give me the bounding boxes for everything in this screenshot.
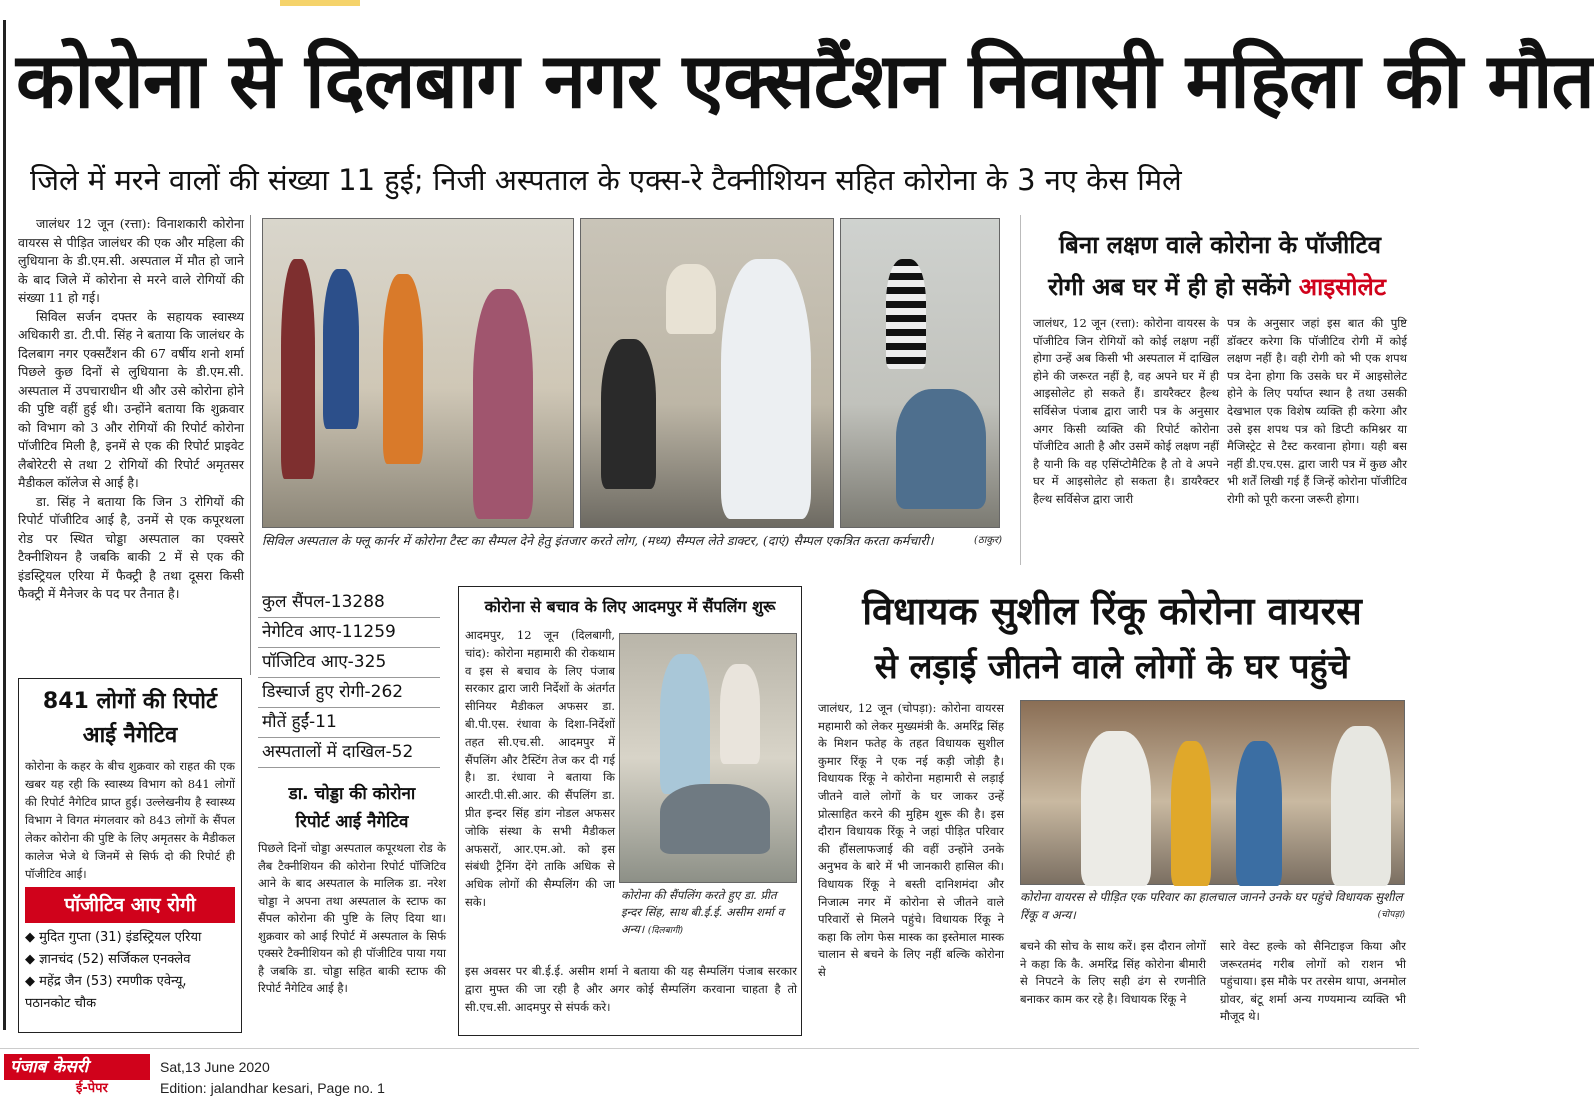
positive-item: ◆ महेंद्र जैन (53) रमणीक एवेन्यू, पठानकोट चौक [25, 974, 187, 1011]
negative-headline-2: आई नैगेटिव [82, 723, 178, 748]
adampur-caption [621, 887, 797, 959]
asymptomatic-box [1020, 215, 1412, 565]
person-figure [473, 289, 533, 519]
doctor-figure [721, 259, 811, 519]
photo-credit: (ठाकुर) [974, 535, 1002, 546]
chodda-headline-1: डा. चोड्डा की कोरोना [288, 784, 416, 804]
adampur-bottom: इस अवसर पर बी.ई.ई. असीम शर्मा ने बताया की यह सैम्पलिंग पंजाब सरकार द्वारा मुफ्त की जा रही है और अगर कोई सैम्पलिंग करवाना चाहता है तो सी.एच.सी. आदमपुर से संपर्क करे। [465, 964, 797, 1014]
asymptomatic-headline-2 [1027, 269, 1407, 305]
asymptomatic-headline-prefix: रोगी अब घर में ही हो सकेंगे [1048, 273, 1291, 301]
photo-caption-text: सिविल अस्पताल के फ्लू कार्नर में कोरोना टैस्ट का सैम्पल देने हेतु इंतजार करते लोग, (मध्य) सैम्पल लेते डाक्टर, (दाएं) सैम्पल एकत्रित करता कर्मचारी। [262, 533, 934, 548]
lead-story [18, 215, 244, 675]
footer-logo-sub: ई-पेपर [76, 1081, 108, 1096]
person-figure [1236, 741, 1282, 886]
adampur-headline: कोरोना से बचाव के लिए आदमपुर में सैंपलिंग शुरू [484, 597, 776, 616]
stat-admitted: अस्पतालों में दाखिल-52 [258, 738, 440, 768]
footer-date: Sat,13 June 2020 [160, 1059, 270, 1075]
negative-headline-1: 841 लोगों की रिपोर्ट [42, 689, 218, 714]
footer-edition: Edition: jalandhar kesari, Page no. 1 [160, 1080, 385, 1096]
person-figure [1171, 741, 1211, 886]
person-figure [383, 274, 423, 464]
positive-item: ◆ ज्ञानचंद (52) सर्जिकल एनक्लेव [25, 952, 191, 967]
footer-divider [0, 1048, 1419, 1049]
patient-figure [601, 339, 656, 489]
photo-doctor-sampling [580, 218, 834, 528]
chodda-headline-2: रिपोर्ट आई नैगेटिव [295, 812, 409, 832]
rinku-caption-text: कोरोना वायरस से पीड़ित एक परिवार का हालचाल जानने उनके घर पहुंचे विधायक सुशील रिंकू व अन्य। [1020, 890, 1403, 922]
positive-item-text: महेंद्र जैन (53) रमणीक एवेन्यू, पठानकोट चौक [25, 974, 187, 1011]
lead-paragraph: जालंधर 12 जून (रत्ता): विनाशकारी कोरोना वायरस से पीड़ित जालंधर की एक और महिला की लुधियाना के डी.एम.सी. अस्पताल में मौत हो जाने के बाद जिले में कोरोना से मरने वाले रोगियों की संख्या 11 हो गई। [18, 216, 244, 305]
asymptomatic-col1: जालंधर, 12 जून (रत्ता): कोरोना वायरस के पॉजीटिव जिन रोगियों को कोई लक्षण नहीं होगा उन्हें अब किसी भी अस्पताल में दाखिल होने की जरूरत नहीं है, वह अपने घर में ही आइसोलेट हो सकते हैं। डायरैक्टर हैल्थ सर्विसेज पंजाब द्वारा जारी पत्र के अनुसार अगर किसी व्यक्ति की रिपोर्ट कोरोना पॉजीटिव आती है और उसमें कोई लक्षण नहीं है यानी कि वह एसिंप्टोमैटिक है तो वे अपने घर में आइसोलेट हो सकता है। डायरैक्टर हैल्थ सर्विसेज द्वारा जारी [1033, 316, 1219, 506]
negative-story [18, 678, 242, 1033]
asymptomatic-headline-highlight: आइसोलेट [1298, 273, 1386, 301]
rinku-col2: बचने की सोच के साथ करें। इस दौरान लोगों ने कहा कि कै. अमरिंद्र सिंह कोरोना बीमारी से निपटने के लिए सही ढंग से रणनीति बनाकर काम कर रहे है। विधायक रिंकू ने [1020, 939, 1206, 1006]
top-strip [0, 0, 1419, 6]
stat-deaths: मौतें हुईं-11 [258, 708, 440, 738]
positive-box [25, 887, 235, 1015]
positive-item-text: मुदित गुप्ता (31) इंडस्ट्रियल एरिया [39, 930, 202, 945]
person-figure [660, 784, 770, 854]
main-headline: कोरोना से दिलबाग नगर एक्सटैंशन निवासी महिला की मौत [16, 36, 1594, 125]
person-figure [281, 259, 315, 479]
adampur-col1: आदमपुर, 12 जून (दिलबागी, चांद): कोरोना महामारी की रोकथाम व इस से बचाव के लिए पंजाब सरकार द्वारा जारी निर्देशों के अंतर्गत सीनियर मैडीकल अफसर डा. बी.पी.एस. रंधावा के दिशा-निर्देशों तहत सी.एच.सी. आदमपुर में सैंपलिंग और टैस्टिंग तेज कर दी गई है। डा. रंधावा ने बताया कि आरटी.पी.सी.आर. की सैंपलिंग डा. प्रीत इन्दर सिंह डांग नोडल अफसर जोकि संस्था के सभी मैडीकल अफसरों, आर.एम.ओ. को इस संबंधी ट्रैनिंग देंगे ताकि अधिक से अधिक लोगों की सैम्पलिंग की जा सके। [465, 628, 615, 909]
column-rule [250, 215, 251, 675]
person-figure [720, 664, 760, 764]
negative-text: कोरोना के कहर के बीच शुक्रवार को राहत की एक खबर यह रही कि स्वास्थ्य विभाग को 841 लोगों की रिपोर्ट नैगेटिव प्राप्त हुई। उल्लेखनीय है स्वास्थ्य विभाग ने विगत मंगलवार को 843 लोगों के सैंपल लेकर कोरोना की पुष्टि के लिए अमृतसर के मैडीकल कालेज भेजे थे जिनमें से सिर्फ दो की रिपोर्ट ही पॉजीटिव आई। [25, 759, 235, 881]
person-figure [323, 269, 359, 429]
rinku-photo [1020, 700, 1405, 885]
asymptomatic-headline-1: बिना लक्षण वाले कोरोना के पॉजीटिव [1058, 231, 1382, 259]
person-figure [1331, 726, 1391, 886]
asymptomatic-col2: पत्र के अनुसार जहां इस बात की पुष्टि डॉक्टर करेगा कि पॉजीटिव रोगी में कोई लक्षण नहीं है। वही रोगी को भी एक शपथ पत्र देना होगा कि उसके घर में आइसोलेट होने के लिए पर्याप्त स्थान है तथा उसकी देखभाल एक विशेष व्यक्ति ही करेगा और उसे इस शपथ पत्र को डिप्टी कमिश्नर या मैजिस्ट्रेट से टैस्ट करवाना होगा। यही बस नहीं डी.एच.एस. द्वारा जारी पत्र में कुछ और भी शर्तें लिखी गई हैं जिन्हें कोरोना पॉजीटिव रोगी को पूरी करना जरूरी होगा। [1227, 316, 1407, 506]
positive-box-title: पॉजीटिव आए रोगी [25, 887, 235, 923]
adampur-caption-text: कोरोना की सैंपलिंग करते हुए डा. प्रीत इन्दर सिंह, साथ बी.ई.ई. असीम शर्मा व अन्य। [621, 888, 784, 936]
photo-caption [262, 532, 1002, 572]
chodda-text: पिछले दिनों चोड्डा अस्पताल कपूरथला रोड के लैब टैक्नीशियन की कोरोना रिपोर्ट पॉजिटिव आने के बाद अस्पताल के मालिक डा. नरेश चोड्डा ने अपना तथा अस्पताल के स्टाफ का सैंपल कोरोना की पुष्टि के लिए दिया था। शुक्रवार को आई रिपोर्ट में अस्पताल के सिर्फ एक्सरे टैक्नीशियन को ही पॉजीटिव पाया गया है जबकि डा. चोड्डा सहित बाकी स्टाफ की रिपोर्ट नैगेटिव आई है। [258, 841, 446, 995]
stat-negative: नेगेटिव आए-11259 [258, 618, 440, 648]
rinku-headline-2: से लड़ाई जीतने वाले लोगों के घर पहुंचे [874, 647, 1350, 687]
positive-item-text: ज्ञानचंद (52) सर्जिकल एनक्लेव [39, 952, 191, 967]
lead-paragraph: सिविल सर्जन दफ्तर के सहायक स्वास्थ्य अधिकारी डा. टी.पी. सिंह ने बताया कि जालंधर के दिलबाग नगर एक्सटैंशन की 67 वर्षीय शनो शर्मा पिछले कुछ दिनों से लुधियाना के डी.एम.सी. अस्पताल में उपचाराधीन थी और उसे कोरोना होने की पुष्टि वहीं हुई थी। उन्होंने बताया कि शुक्रवार को विभाग को 3 और रोगियों की रिपोर्ट कोरोना पॉजीटिव मिली है, इनमें से एक की रिपोर्ट प्राइवेट लैबोरेटरी से तथा 2 रोगियों की रिपोर्ट अमृतसर मैडीकल कॉलेज से आई है। [18, 308, 244, 490]
ppe-figure [660, 654, 710, 794]
stats-box [258, 588, 440, 776]
footer-logo [4, 1054, 150, 1098]
adampur-story [458, 586, 802, 1036]
stat-positive: पॉजिटिव आए-325 [258, 648, 440, 678]
rinku-caption [1020, 888, 1405, 928]
doctor-figure [666, 264, 716, 334]
worker-figure [896, 389, 986, 509]
lead-paragraph: डा. सिंह ने बताया कि जिन 3 रोगियों की रिपोर्ट पॉजीटिव आई है, उनमें से एक कपूरथला रोड पर स्थित चोड्डा अस्पताल का एक्सरे टैक्नीशियन है जबकि बाकी 2 में से एक की इंडस्ट्रियल एरिया में फैक्ट्री है तथा दूसरा किसी फैक्ट्री में मैनेजर के पद पर तैनात है। [18, 493, 244, 601]
positive-item: ◆ मुदित गुप्ता (31) इंडस्ट्रियल एरिया [25, 930, 202, 945]
left-margin-rule [3, 20, 6, 1030]
chodda-story [258, 780, 446, 1032]
sub-headline: जिले में मरने वालों की संख्या 11 हुई; निजी अस्पताल के एक्स-रे टैक्नीशियन सहित कोरोना के 3 नए केस मिले [30, 163, 1182, 197]
rinku-text: जालंधर, 12 जून (चोपड़ा): कोरोना वायरस महामारी को लेकर मुख्यमंत्री कै. अमरिंद्र सिंह के मिशन फतेह के तहत विधायक सुशील कुमार रिंकू ने एक नई कड़ी जोड़ी है। विधायक रिंकू ने कोरोना महामारी से लड़ाई जीतने वाले लोगों के घर जाकर उन्हें प्रोत्साहित करने की मुहिम शुरू की है। इस दौरान विधायक रिंकू ने जहां पीड़ित परिवार की हौंसलाफजाई की वहीं उन्होंने उनके अनुभव के बारे में भी जानकारी हासिल की। विधायक रिंकू ने बस्ती दानिशमंदा और निजात्म नगर में कोरोना से जीतने वाले परिवारों से मिलने पहुंचे। विधायक रिंकू ने कहा कि लोग फेस मास्क का इस्तेमाल मास्क चालान से बचने के लिए नहीं बल्कि कोरोना से [818, 701, 1004, 979]
rinku-credit: (चोपड़ा) [1377, 910, 1405, 920]
adampur-credit: (दिलबागी) [647, 926, 683, 936]
stat-discharged: डिस्चार्ज हुए रोगी-262 [258, 678, 440, 708]
footer-logo-text: पंजाब केसरी [4, 1054, 150, 1080]
rinku-headline-1: विधायक सुशील रिंकू कोरोना वायरस [862, 589, 1362, 633]
photo-queue [262, 218, 574, 528]
adampur-photo [619, 633, 797, 883]
worker-figure [886, 259, 926, 369]
rinku-col3: सारे वेस्ट हल्के को सैनिटाइज किया और जरूरतमंद गरीब लोगों को राशन भी पहुंचाया। इस मौके पर तरसेम थापा, अनमोल ग्रोवर, बंटू शर्मा अन्य गण्यमान्य व्यक्ति भी मौजूद थे। [1220, 939, 1406, 1024]
person-figure [1081, 731, 1151, 886]
photo-sample-collection [840, 218, 1000, 528]
stat-total-samples: कुल सैंपल-13288 [258, 588, 440, 618]
